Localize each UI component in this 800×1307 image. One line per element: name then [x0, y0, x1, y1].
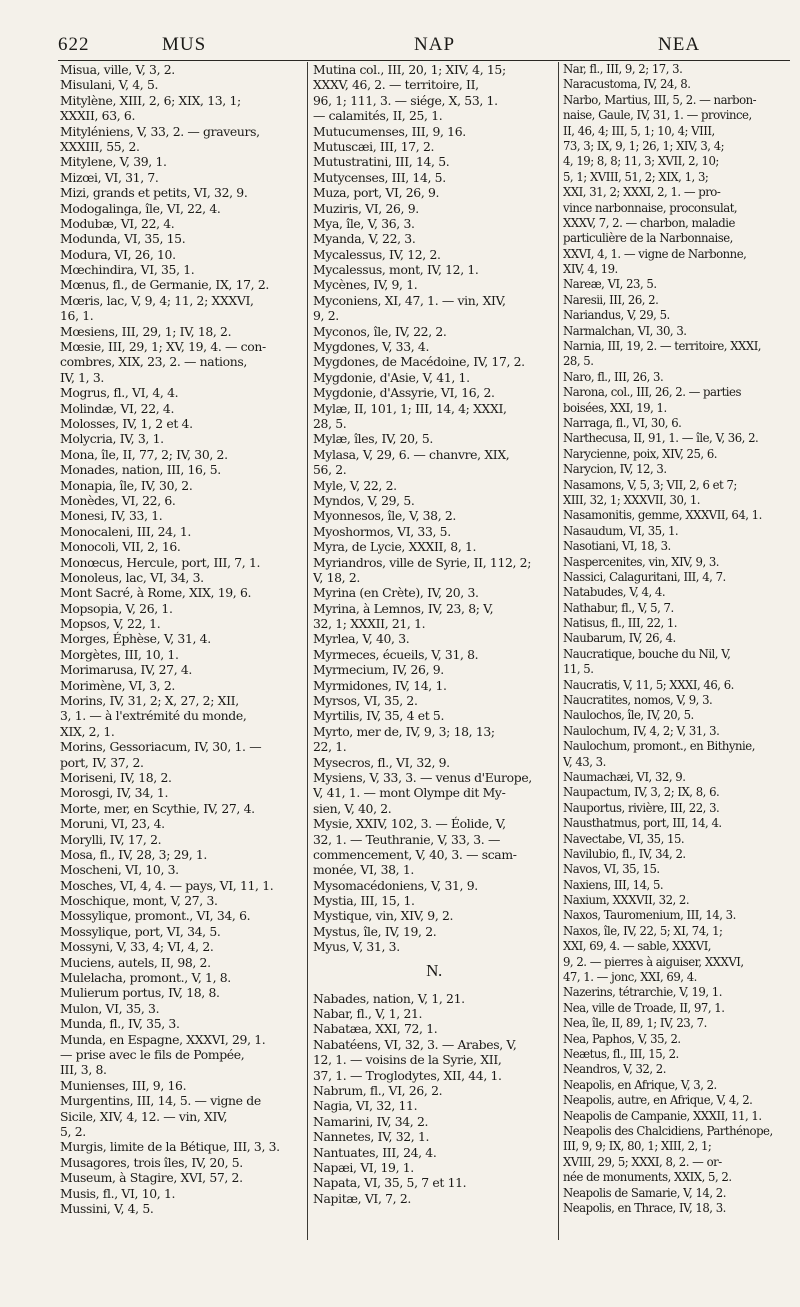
index-entry-line: Myrmidones, IV, 14, 1.	[313, 677, 447, 693]
index-entry-line: Murgentins, III, 14, 5. — vigne de	[60, 1093, 261, 1109]
index-entry-line: Morylli, IV, 17, 2.	[60, 831, 162, 847]
index-entry-line: Mygdonie, d'Asie, V, 41, 1.	[313, 369, 470, 385]
index-entry-line: 37, 1. — Troglodytes, XII, 44, 1.	[313, 1067, 502, 1083]
index-entry-line: Nasaudum, VI, 35, 1.	[563, 523, 679, 538]
index-entry-line: XIV, 4, 19.	[563, 262, 618, 277]
index-entry-line: Nabades, nation, V, 1, 21.	[313, 990, 465, 1006]
index-entry-line: Muza, port, VI, 26, 9.	[313, 185, 440, 201]
index-entry-line: Mona, île, II, 77, 2; IV, 30, 2.	[60, 446, 228, 462]
index-entry-line: Molindæ, VI, 22, 4.	[60, 400, 175, 416]
index-entry-line: Myrina, à Lemnos, IV, 23, 8; V,	[313, 600, 494, 616]
index-entry-line: Molosses, IV, 1, 2 et 4.	[60, 415, 193, 431]
index-entry-line: XVIII, 29, 5; XXXI, 8, 2. — or-	[563, 1154, 722, 1169]
index-entry-line: Musagores, trois îles, IV, 20, 5.	[60, 1154, 243, 1170]
index-entry-line: Myrina (en Crète), IV, 20, 3.	[313, 585, 479, 601]
index-entry-line: Myus, V, 31, 3.	[313, 939, 400, 955]
index-entry-line: Monœcus, Hercule, port, III, 7, 1.	[60, 554, 261, 570]
index-entry-line: Mityléniens, V, 33, 2. — graveurs,	[60, 123, 260, 139]
index-entry-line: Napitæ, VI, 7, 2.	[313, 1190, 411, 1206]
index-entry-line: Myndos, V, 29, 5.	[313, 492, 415, 508]
index-entry-line: 32, 1; XXXII, 21, 1.	[313, 616, 426, 632]
index-entry-line: commencement, V, 40, 3. — scam-	[313, 846, 517, 862]
index-entry-line: née de monuments, XXIX, 5, 2.	[563, 1170, 732, 1185]
index-entry-line: Naro, fl., III, 26, 3.	[563, 369, 664, 384]
index-entry-line: Mysie, XXIV, 102, 3. — Éolide, V,	[313, 816, 506, 832]
index-entry-line: XXVI, 4, 1. — vigne de Narbonne,	[563, 246, 747, 261]
index-entry-line: Modogalinga, île, VI, 22, 4.	[60, 200, 221, 216]
index-entry-line: Mygdonie, d'Assyrie, VI, 16, 2.	[313, 385, 495, 401]
index-entry-line: Murgis, limite de la Bétique, III, 3, 3.	[60, 1139, 280, 1155]
index-entry-line: Nariandus, V, 29, 5.	[563, 308, 670, 323]
index-entry-line: 5, 2.	[60, 1123, 86, 1139]
index-entry-line: Monades, nation, III, 16, 5.	[60, 462, 221, 478]
index-entry-line: Mycalessus, IV, 12, 2.	[313, 246, 441, 262]
index-entry-line: XXXIII, 55, 2.	[60, 138, 140, 154]
index-entry-line: Naubarum, IV, 26, 4.	[563, 631, 676, 646]
index-entry-line: Munienses, III, 9, 16.	[60, 1077, 187, 1093]
header-rule	[58, 60, 790, 61]
index-entry-line: Mutucumenses, III, 9, 16.	[313, 123, 466, 139]
index-entry-line: Narnia, III, 19, 2. — territoire, XXXI,	[563, 339, 762, 354]
index-entry-line: Morimarusa, IV, 27, 4.	[60, 662, 193, 678]
index-entry-line: Namarini, IV, 34, 2.	[313, 1113, 429, 1129]
index-entry-line: Nazerins, tétrarchie, V, 19, 1.	[563, 985, 722, 1000]
index-entry-line: Morins, Gessoriacum, IV, 30, 1. —	[60, 739, 262, 755]
index-entry-line: Muziris, VI, 26, 9.	[313, 200, 419, 216]
index-entry-line: Narycion, IV, 12, 3.	[563, 462, 667, 477]
index-entry-line: Narona, col., III, 26, 2. — parties	[563, 385, 741, 400]
index-entry-line: Naumachæi, VI, 32, 9.	[563, 769, 686, 784]
page-number: 622	[58, 34, 90, 55]
section-letter-heading: N.	[426, 960, 442, 980]
index-entry-line: Moschique, mont, V, 27, 3.	[60, 893, 218, 909]
index-entry-line: Mossylique, port, VI, 34, 5.	[60, 923, 221, 939]
running-head-left: MUS	[162, 34, 207, 55]
index-entry-line: Morges, Éphèse, V, 31, 4.	[60, 631, 211, 647]
index-entry-line: Mœsie, III, 29, 1; XV, 19, 4. — con-	[60, 339, 266, 355]
index-entry-line: Myrmeces, écueils, V, 31, 8.	[313, 646, 479, 662]
index-entry-line: XXXV, 46, 2. — territoire, II,	[313, 77, 479, 93]
index-entry-line: Munda, fl., IV, 35, 3.	[60, 1016, 180, 1032]
index-entry-line: Sicile, XIV, 4, 12. — vin, XIV,	[60, 1108, 228, 1124]
index-entry-line: 5, 1; XVIII, 51, 2; XIX, 1, 3;	[563, 169, 709, 184]
index-entry-line: Morgètes, III, 10, 1.	[60, 646, 179, 662]
index-entry-line: Nea, île, II, 89, 1; IV, 23, 7.	[563, 1016, 707, 1031]
index-entry-line: Nantuates, III, 24, 4.	[313, 1144, 437, 1160]
index-entry-line: Neapolis, en Thrace, IV, 18, 3.	[563, 1200, 726, 1215]
index-entry-line: — calamités, II, 25, 1.	[313, 108, 443, 124]
index-entry-line: 28, 5.	[313, 415, 347, 431]
index-entry-line: Neapolis de Samarie, V, 14, 2.	[563, 1185, 726, 1200]
index-entry-line: Mygdones, V, 33, 4.	[313, 339, 430, 355]
index-entry-line: boisées, XXI, 19, 1.	[563, 400, 667, 415]
index-entry-line: Myrtilis, IV, 35, 4 et 5.	[313, 708, 445, 724]
index-entry-line: Mutustratini, III, 14, 5.	[313, 154, 450, 170]
index-entry-line: Misua, ville, V, 3, 2.	[60, 62, 175, 77]
column-divider-right	[558, 62, 559, 1240]
index-entry-line: Mopsopia, V, 26, 1.	[60, 600, 173, 616]
index-entry-line: 28, 5.	[563, 354, 594, 369]
index-entry-line: Mogrus, fl., VI, 4, 4.	[60, 385, 179, 401]
index-entry-line: Myoshormos, VI, 33, 5.	[313, 523, 451, 539]
index-entry-line: Mossylique, promont., VI, 34, 6.	[60, 908, 251, 924]
index-entry-line: Naspercenites, vin, XIV, 9, 3.	[563, 554, 720, 569]
index-entry-line: Munda, en Espagne, XXXVI, 29, 1.	[60, 1031, 266, 1047]
index-entry-line: V, 41, 1. — mont Olympe dit My-	[313, 785, 506, 801]
index-entry-line: Nausthatmus, port, III, 14, 4.	[563, 816, 722, 831]
index-entry-line: combres, XIX, 23, 2. — nations,	[60, 354, 247, 370]
index-entry-line: Muciens, autels, II, 98, 2.	[60, 954, 211, 970]
index-entry-line: Narthecusa, II, 91, 1. — île, V, 36, 2.	[563, 431, 759, 446]
index-entry-line: Mya, île, V, 36, 3.	[313, 215, 415, 231]
index-entry-line: Narmalchan, VI, 30, 3.	[563, 323, 687, 338]
index-entry-line: monée, VI, 38, 1.	[313, 862, 414, 878]
index-entry-line: XIX, 2, 1.	[60, 723, 115, 739]
index-entry-line: Neandros, V, 32, 2.	[563, 1062, 666, 1077]
index-entry-line: Naxos, île, IV, 22, 5; XI, 74, 1;	[563, 923, 723, 938]
index-entry-line: Natabudes, V, 4, 4.	[563, 585, 666, 600]
index-entry-line: Nauportus, rivière, III, 22, 3.	[563, 800, 720, 815]
index-entry-line: Mussini, V, 4, 5.	[60, 1200, 154, 1216]
index-entry-line: Mycènes, IV, 9, 1.	[313, 277, 418, 293]
index-entry-line: Naracustoma, IV, 24, 8.	[563, 77, 691, 92]
index-entry-line: V, 18, 2.	[313, 569, 360, 585]
index-entry-line: 12, 1. — voisins de la Syrie, XII,	[313, 1052, 502, 1068]
index-entry-line: Mutina col., III, 20, 1; XIV, 4, 15;	[313, 62, 506, 77]
index-entry-line: Naucratique, bouche du Nil, V,	[563, 646, 731, 661]
index-entry-line: Myriandros, ville de Syrie, II, 112, 2;	[313, 554, 532, 570]
index-entry-line: Myanda, V, 22, 3.	[313, 231, 416, 247]
index-entry-line: Museum, à Stagire, XVI, 57, 2.	[60, 1170, 243, 1186]
index-entry-line: Mystia, III, 15, 1.	[313, 893, 415, 909]
index-entry-line: Mylasa, V, 29, 6. — chanvre, XIX,	[313, 446, 510, 462]
index-entry-line: Mulelacha, promont., V, 1, 8.	[60, 970, 231, 986]
index-entry-line: naise, Gaule, IV, 31, 1. — province,	[563, 108, 752, 123]
index-entry-line: Mœchindira, VI, 35, 1.	[60, 262, 195, 278]
index-entry-line: Naresii, III, 26, 2.	[563, 292, 659, 307]
index-entry-line: Nabatæa, XXI, 72, 1.	[313, 1021, 438, 1037]
index-entry-line: Mutuscæi, III, 17, 2.	[313, 138, 435, 154]
index-entry-line: Nasotiani, VI, 18, 3.	[563, 539, 671, 554]
index-entry-line: Myra, de Lycie, XXXII, 8, 1.	[313, 539, 477, 555]
index-entry-line: 47, 1. — jonc, XXI, 69, 4.	[563, 970, 697, 985]
index-entry-line: Myonnesos, île, V, 38, 2.	[313, 508, 457, 524]
index-entry-line: 32, 1. — Teuthranie, V, 33, 3. —	[313, 831, 501, 847]
index-entry-line: Mossyni, V, 33, 4; VI, 4, 2.	[60, 939, 214, 955]
index-entry-line: Navectabe, VI, 35, 15.	[563, 831, 685, 846]
index-entry-line: Mont Sacré, à Rome, XIX, 19, 6.	[60, 585, 252, 601]
index-entry-line: Nabar, fl., V, 1, 21.	[313, 1006, 423, 1022]
running-head-center: NAP	[414, 34, 456, 55]
index-entry-line: Navilubio, fl., IV, 34, 2.	[563, 846, 686, 861]
index-entry-line: Mystique, vin, XIV, 9, 2.	[313, 908, 454, 924]
index-entry-line: Mystus, île, IV, 19, 2.	[313, 923, 437, 939]
index-entry-line: particulière de la Narbonnaise,	[563, 231, 733, 246]
index-entry-line: Navos, VI, 35, 15.	[563, 862, 660, 877]
index-entry-line: port, IV, 37, 2.	[60, 754, 144, 770]
index-entry-line: 3, 1. — à l'extrémité du monde,	[60, 708, 247, 724]
index-entry-line: XXI, 31, 2; XXXI, 2, 1. — pro-	[563, 185, 721, 200]
index-entry-line: Mœris, lac, V, 9, 4; 11, 2; XXXVI,	[60, 292, 254, 308]
index-entry-line: Mizi, grands et petits, VI, 32, 9.	[60, 185, 248, 201]
index-entry-line: Nannetes, IV, 32, 1.	[313, 1129, 430, 1145]
running-head-right: NEA	[658, 34, 701, 55]
index-entry-line: Myrto, mer de, IV, 9, 3; 18, 13;	[313, 723, 495, 739]
index-entry-line: Myrlea, V, 40, 3.	[313, 631, 410, 647]
index-entry-line: 9, 2.	[313, 308, 339, 324]
index-entry-line: Napata, VI, 35, 5, 7 et 11.	[313, 1175, 467, 1191]
index-entry-line: Moscheni, VI, 10, 3.	[60, 862, 179, 878]
index-entry-line: Myconiens, XI, 47, 1. — vin, XIV,	[313, 292, 506, 308]
index-entry-line: Narycienne, poix, XIV, 25, 6.	[563, 446, 717, 461]
index-entry-line: II, 46, 4; III, 5, 1; 10, 4; VIII,	[563, 123, 715, 138]
index-entry-line: Naulochos, île, IV, 20, 5.	[563, 708, 694, 723]
index-entry-line: III, 9, 9; IX, 80, 1; XIII, 2, 1;	[563, 1139, 712, 1154]
index-entry-line: Naucratites, nomos, V, 9, 3.	[563, 693, 713, 708]
index-entry-line: Nareæ, VI, 23, 5.	[563, 277, 657, 292]
column-divider-left	[307, 62, 308, 1240]
index-entry-line: Nathabur, fl., V, 5, 7.	[563, 600, 674, 615]
index-entry-line: Nagia, VI, 32, 11.	[313, 1098, 418, 1114]
index-entry-line: XIII, 32, 1; XXXVII, 30, 1.	[563, 492, 701, 507]
index-entry-line: Mulon, VI, 35, 3.	[60, 1000, 160, 1016]
index-entry-line: Mygdones, de Macédoine, IV, 17, 2.	[313, 354, 525, 370]
index-entry-line: Morosgi, IV, 34, 1.	[60, 785, 169, 801]
index-entry-line: Monoleus, lac, VI, 34, 3.	[60, 569, 204, 585]
index-entry-line: Neapolis, en Afrique, V, 3, 2.	[563, 1077, 717, 1092]
index-entry-line: Naxos, Tauromenium, III, 14, 3.	[563, 908, 736, 923]
index-entry-line: 4, 19; 8, 8; 11, 3; XVII, 2, 10;	[563, 154, 719, 169]
page-header	[58, 34, 778, 60]
index-entry-line: Myconos, île, IV, 22, 2.	[313, 323, 447, 339]
index-entry-line: Naxiens, III, 14, 5.	[563, 877, 664, 892]
index-entry-line: Musis, fl., VI, 10, 1.	[60, 1185, 176, 1201]
index-entry-line: Napæi, VI, 19, 1.	[313, 1159, 414, 1175]
index-entry-line: Naxium, XXXVII, 32, 2.	[563, 893, 690, 908]
index-entry-line: Mylæ, îles, IV, 20, 5.	[313, 431, 433, 447]
index-entry-line: Monocaleni, III, 24, 1.	[60, 523, 192, 539]
index-entry-line: Neapolis, autre, en Afrique, V, 4, 2.	[563, 1093, 753, 1108]
index-entry-line: Mitylene, V, 39, 1.	[60, 154, 167, 170]
index-entry-line: Morins, IV, 31, 2; X, 27, 2; XII,	[60, 693, 239, 709]
index-entry-line: Modunda, VI, 35, 15.	[60, 231, 186, 247]
index-entry-line: XXXII, 63, 6.	[60, 108, 136, 124]
index-entry-line: Nasamonitis, gemme, XXXVII, 64, 1.	[563, 508, 762, 523]
index-entry-line: 9, 2. — pierres à aiguiser, XXXVI,	[563, 954, 744, 969]
index-column-2	[313, 62, 555, 1242]
index-entry-line: Naucratis, V, 11, 5; XXXI, 46, 6.	[563, 677, 734, 692]
index-entry-line: Moriseni, IV, 18, 2.	[60, 769, 172, 785]
index-entry-line: — prise avec le fils de Pompée,	[60, 1047, 245, 1062]
index-entry-line: Mitylène, XIII, 2, 6; XIX, 13, 1;	[60, 92, 241, 108]
index-entry-line: Mœnus, fl., de Germanie, IX, 17, 2.	[60, 277, 269, 293]
index-entry-line: Nea, ville de Troade, II, 97, 1.	[563, 1000, 725, 1015]
index-entry-line: Mysecros, fl., VI, 32, 9.	[313, 754, 450, 770]
index-entry-line: V, 43, 3.	[563, 754, 606, 769]
index-entry-line: IV, 1, 3.	[60, 369, 104, 385]
index-entry-line: Mutycenses, III, 14, 5.	[313, 169, 446, 185]
index-column-1	[60, 62, 304, 1242]
index-entry-line: Mizœi, VI, 31, 7.	[60, 169, 159, 185]
index-column-3	[563, 62, 789, 1242]
index-entry-line: Mysomacédoniens, V, 31, 9.	[313, 877, 478, 893]
index-entry-line: Morimène, VI, 3, 2.	[60, 677, 175, 693]
index-entry-line: Myrmecium, IV, 26, 9.	[313, 662, 444, 678]
index-entry-line: Nabatéens, VI, 32, 3. — Arabes, V,	[313, 1036, 517, 1052]
index-entry-line: 11, 5.	[563, 662, 594, 677]
index-entry-line: III, 3, 8.	[60, 1062, 107, 1078]
index-entry-line: 96, 1; 111, 3. — siége, X, 53, 1.	[313, 92, 498, 108]
index-entry-line: Mysiens, V, 33, 3. — venus d'Europe,	[313, 769, 532, 785]
index-entry-line: sien, V, 40, 2.	[313, 800, 392, 816]
index-entry-line: Monapia, île, IV, 30, 2.	[60, 477, 193, 493]
index-entry-line: Mulierum portus, IV, 18, 8.	[60, 985, 220, 1001]
index-entry-line: 22, 1.	[313, 739, 347, 755]
index-entry-line: Neapolis de Campanie, XXXII, 11, 1.	[563, 1108, 762, 1123]
index-entry-line: Nasamons, V, 5, 3; VII, 2, 6 et 7;	[563, 477, 737, 492]
index-entry-line: Mopsos, V, 22, 1.	[60, 616, 161, 632]
index-entry-line: Misulani, V, 4, 5.	[60, 77, 159, 93]
index-entry-line: Naulochum, IV, 4, 2; V, 31, 3.	[563, 723, 720, 738]
index-entry-line: Monocoli, VII, 2, 16.	[60, 539, 181, 555]
index-entry-line: Molycria, IV, 3, 1.	[60, 431, 164, 447]
index-entry-line: Mœsiens, III, 29, 1; IV, 18, 2.	[60, 323, 232, 339]
index-entry-line: Neapolis des Chalcidiens, Parthénope,	[563, 1123, 773, 1138]
index-entry-line: XXXV, 7, 2. — charbon, maladie	[563, 215, 735, 230]
index-entry-line: Morte, mer, en Scythie, IV, 27, 4.	[60, 800, 255, 816]
index-entry-line: Naulochum, promont., en Bithynie,	[563, 739, 755, 754]
index-entry-line: Mosches, VI, 4, 4. — pays, VI, 11, 1.	[60, 877, 274, 893]
index-entry-line: Nar, fl., III, 9, 2; 17, 3.	[563, 62, 683, 76]
index-entry-line: Modubæ, VI, 22, 4.	[60, 215, 175, 231]
index-entry-line: Naupactum, IV, 3, 2; IX, 8, 6.	[563, 785, 720, 800]
index-entry-line: Modura, VI, 26, 10.	[60, 246, 176, 262]
index-entry-line: Mosa, fl., IV, 28, 3; 29, 1.	[60, 846, 207, 862]
index-entry-line: Neætus, fl., III, 15, 2.	[563, 1047, 679, 1061]
index-entry-line: Myle, V, 22, 2.	[313, 477, 397, 493]
index-entry-line: 73, 3; IX, 9, 1; 26, 1; XIV, 3, 4;	[563, 138, 725, 153]
index-entry-line: 56, 2.	[313, 462, 347, 478]
index-entry-line: XXI, 69, 4. — sable, XXXVI,	[563, 939, 712, 954]
index-entry-line: 16, 1.	[60, 308, 94, 324]
index-entry-line: Moruni, VI, 23, 4.	[60, 816, 165, 832]
index-entry-line: Narraga, fl., VI, 30, 6.	[563, 415, 682, 430]
index-entry-line: Mylæ, II, 101, 1; III, 14, 4; XXXI,	[313, 400, 507, 416]
index-entry-line: Nea, Paphos, V, 35, 2.	[563, 1031, 681, 1046]
index-entry-line: Narbo, Martius, III, 5, 2. — narbon-	[563, 92, 757, 107]
index-entry-line: Nassici, Calaguritani, III, 4, 7.	[563, 569, 726, 584]
index-entry-line: Nabrum, fl., VI, 26, 2.	[313, 1083, 443, 1098]
index-entry-line: Monèdes, VI, 22, 6.	[60, 492, 176, 508]
index-entry-line: Monesi, IV, 33, 1.	[60, 508, 163, 524]
index-entry-line: vince narbonnaise, proconsulat,	[563, 200, 738, 215]
index-entry-line: Myrsos, VI, 35, 2.	[313, 693, 418, 709]
index-entry-line: Mycalessus, mont, IV, 12, 1.	[313, 262, 479, 278]
index-entry-line: Natisus, fl., III, 22, 1.	[563, 616, 678, 631]
